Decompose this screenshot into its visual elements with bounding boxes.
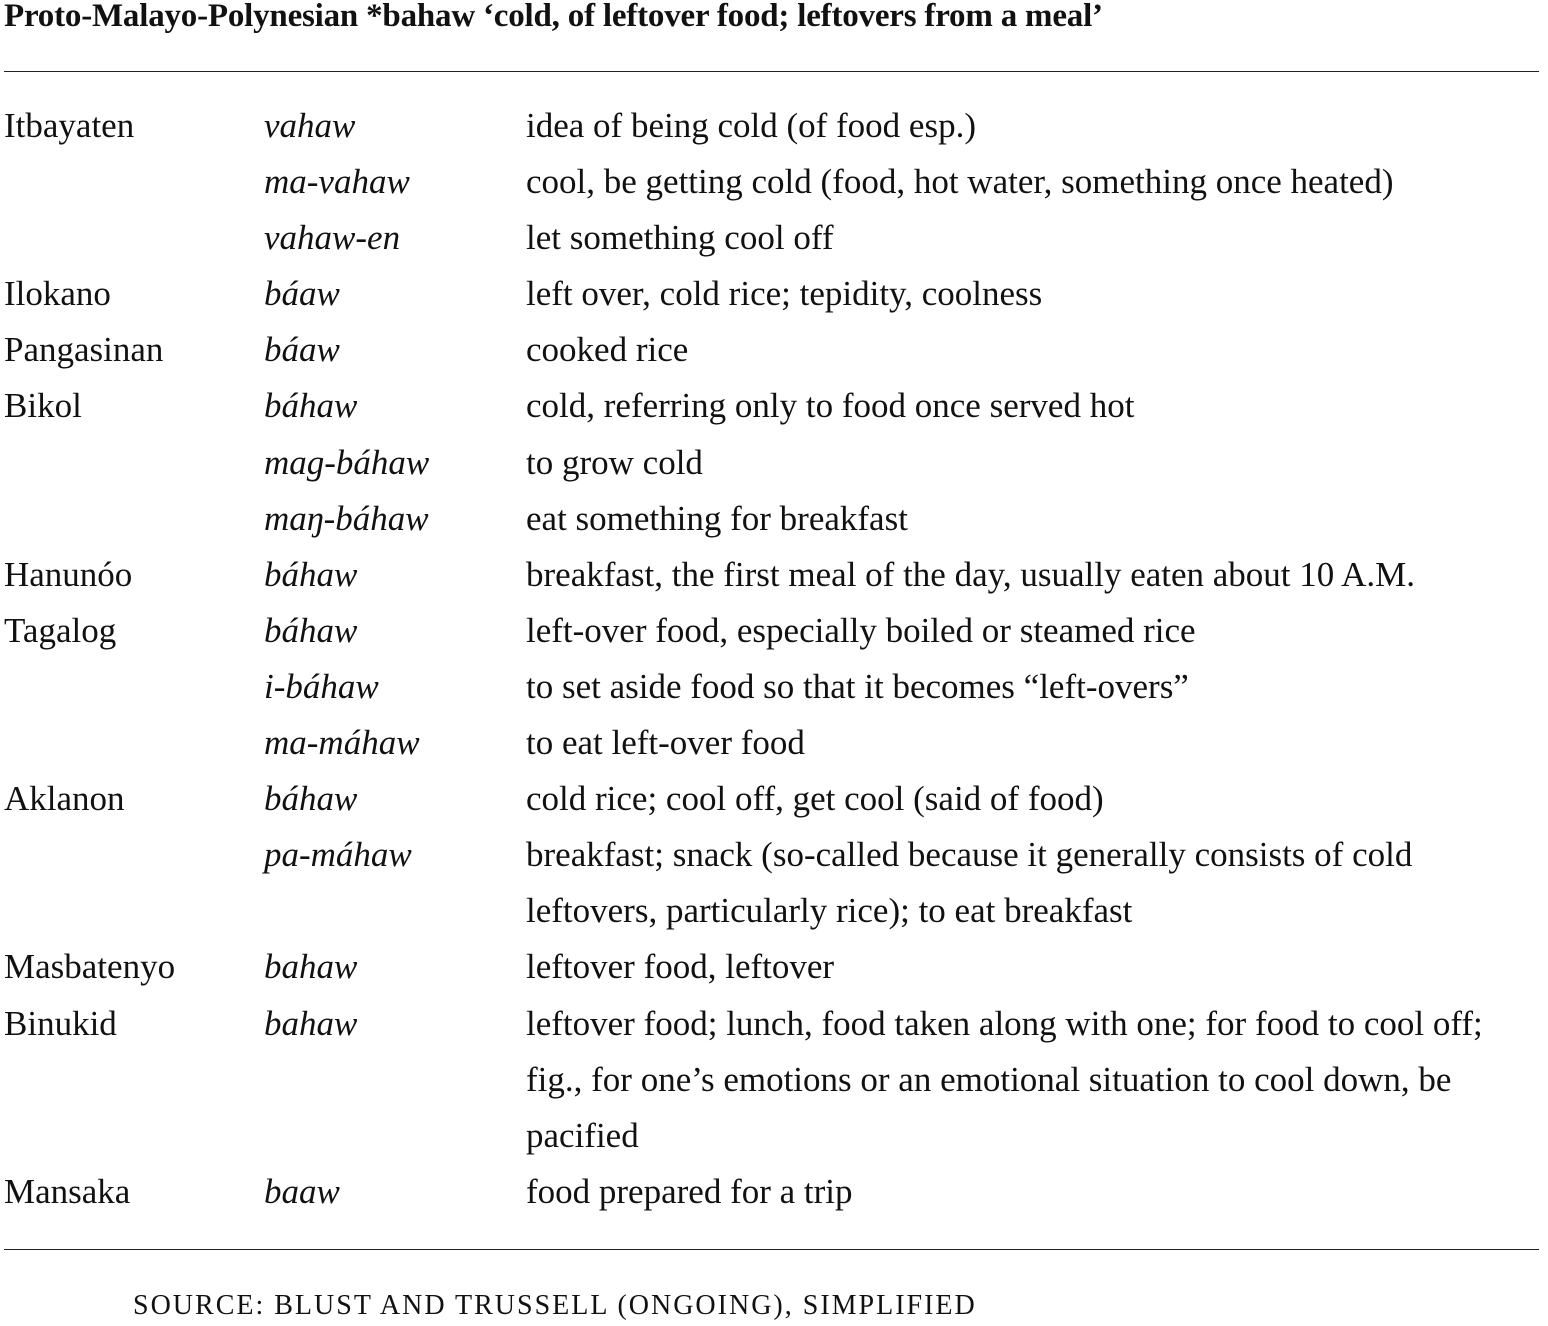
- form-cell: bahaw: [264, 947, 358, 987]
- form-cell: vahaw: [264, 106, 356, 145]
- table-row: [4, 491, 1540, 547]
- table-row: [4, 435, 1540, 491]
- table-row: [4, 996, 1540, 1164]
- language-cell: Ilokano: [4, 274, 111, 314]
- gloss-cell: eat something for breakfast: [526, 498, 908, 538]
- gloss-cell: cool, be getting cold (food, hot water, something once heated): [526, 162, 1394, 202]
- gloss-cell: leftover food, leftover: [526, 947, 835, 987]
- table-row: [4, 659, 1540, 715]
- language-cell: [4, 715, 264, 771]
- gloss-cell: breakfast; snack (so-called because it generally consists of cold leftovers, particularly rice); to eat breakfast: [526, 835, 1413, 931]
- gloss-cell: let something cool off: [526, 218, 834, 258]
- cognate-table: [4, 98, 1540, 1220]
- language-cell: Tagalog: [4, 610, 117, 650]
- table-row: [4, 771, 1540, 827]
- table-row: [4, 827, 1540, 939]
- form-cell: vahaw-en: [264, 218, 401, 258]
- language-cell: Bikol: [4, 386, 82, 426]
- language-cell: [4, 435, 264, 491]
- form-cell: bahaw: [264, 1003, 358, 1043]
- table-row: [4, 603, 1540, 659]
- table-row: [4, 266, 1540, 322]
- gloss-cell: cold, referring only to food once served hot: [526, 386, 1135, 426]
- gloss-cell: to set aside food so that it becomes “left-overs”: [526, 666, 1189, 706]
- table-row: [4, 154, 1540, 210]
- table-row: [4, 715, 1540, 771]
- form-cell: báaw: [264, 330, 340, 370]
- form-cell: mag-báhaw: [264, 442, 430, 482]
- language-cell: [4, 659, 264, 715]
- gloss-cell: to eat left-over food: [526, 723, 805, 763]
- source-note: SOURCE: BLUST AND TRUSSELL (ONGOING), SIMPLIFIED: [133, 1290, 977, 1321]
- language-cell: [4, 491, 264, 547]
- table-row: [4, 939, 1540, 995]
- language-cell: Itbayaten: [4, 106, 135, 145]
- gloss-cell: food prepared for a trip: [526, 1171, 853, 1211]
- top-rule: [4, 71, 1539, 72]
- form-cell: báhaw: [264, 554, 358, 594]
- table-row: [4, 322, 1540, 378]
- gloss-cell: left-over food, especially boiled or steamed rice: [526, 610, 1196, 650]
- language-cell: [4, 154, 264, 210]
- language-cell: [4, 827, 264, 939]
- form-cell: ma-máhaw: [264, 723, 420, 763]
- language-cell: Mansaka: [4, 1171, 131, 1211]
- gloss-cell: to grow cold: [526, 442, 703, 482]
- language-cell: Hanunóo: [4, 554, 133, 594]
- form-cell: maŋ-báhaw: [264, 498, 429, 538]
- language-cell: Masbatenyo: [4, 947, 176, 987]
- form-cell: i-báhaw: [264, 666, 379, 706]
- language-cell: Pangasinan: [4, 330, 164, 370]
- table-row: [4, 378, 1540, 434]
- gloss-cell: breakfast, the first meal of the day, usually eaten about 10 A.M.: [526, 554, 1415, 594]
- bottom-rule: [4, 1249, 1539, 1250]
- gloss-cell: cooked rice: [526, 330, 689, 370]
- form-cell: pa-máhaw: [264, 835, 412, 875]
- gloss-cell: cold rice; cool off, get cool (said of food): [526, 779, 1104, 819]
- language-cell: [4, 210, 264, 266]
- language-cell: Binukid: [4, 1003, 117, 1043]
- gloss-cell: left over, cold rice; tepidity, coolness: [526, 274, 1043, 314]
- table-row: [4, 547, 1540, 603]
- gloss-cell: idea of being cold (of food esp.): [526, 106, 976, 145]
- form-cell: báaw: [264, 274, 340, 314]
- form-cell: báhaw: [264, 386, 358, 426]
- page-title: Proto-Malayo-Polynesian *bahaw ‘cold, of leftover food; leftovers from a meal’: [4, 0, 1103, 34]
- form-cell: ma-vahaw: [264, 162, 410, 202]
- form-cell: báhaw: [264, 610, 358, 650]
- table-row: [4, 1164, 1540, 1220]
- form-cell: báhaw: [264, 779, 358, 819]
- gloss-cell: leftover food; lunch, food taken along with one; for food to cool off; fig., for one’s emotions or an emotional situation to cool down, be pacified: [526, 1003, 1483, 1155]
- language-cell: Aklanon: [4, 779, 125, 819]
- table-row: [4, 98, 1540, 154]
- form-cell: baaw: [264, 1171, 340, 1211]
- table-row: [4, 210, 1540, 266]
